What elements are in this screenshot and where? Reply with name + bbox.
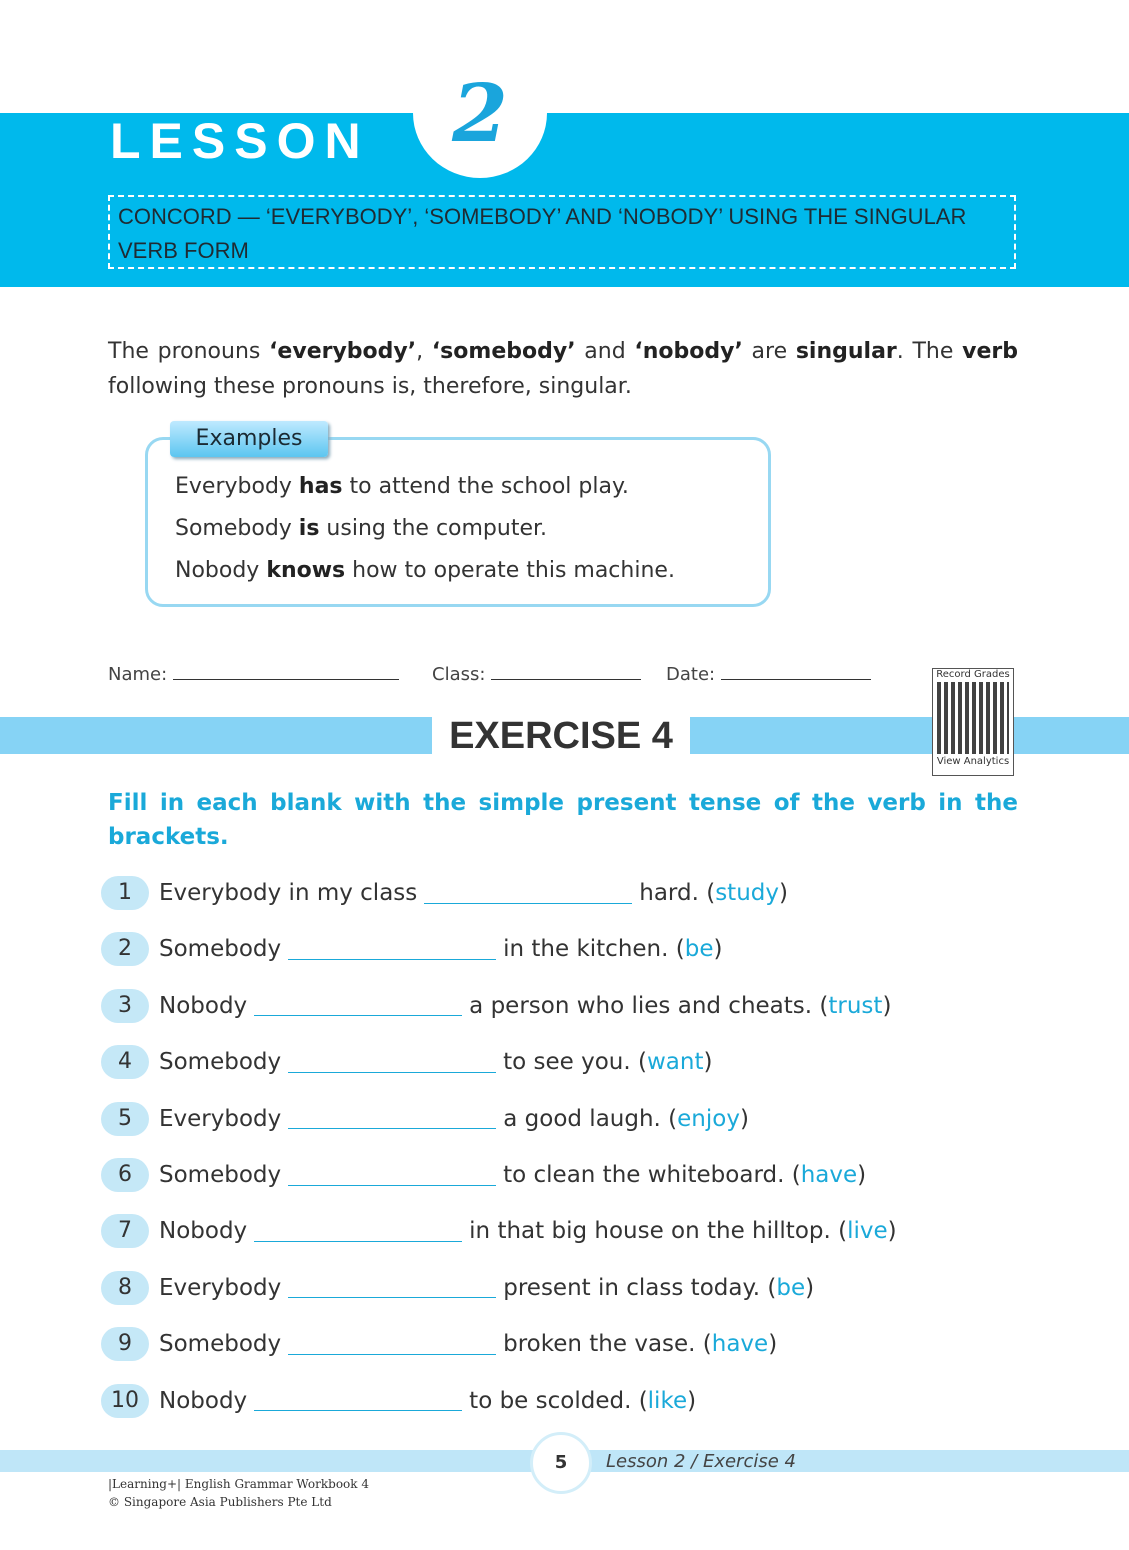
answer-blank[interactable] [288, 939, 496, 960]
exercise-item [101, 1268, 814, 1308]
class-label: Class: [432, 664, 486, 685]
close-bracket: ) [857, 1162, 867, 1188]
answer-blank[interactable] [424, 883, 632, 904]
item-suffix: broken the vase. ( [503, 1331, 712, 1358]
exercise-item [101, 1099, 749, 1139]
exercise-item [101, 986, 891, 1026]
exercise-item [101, 1381, 696, 1421]
answer-blank[interactable] [288, 1277, 496, 1298]
close-bracket: ) [703, 1049, 713, 1076]
book-title: |Learning+| English Grammar Workbook 4 [108, 1477, 369, 1491]
answer-blank[interactable] [288, 1165, 496, 1186]
examples-label: Examples [170, 421, 328, 457]
answer-blank[interactable] [288, 1108, 496, 1129]
intro-text: . The [896, 339, 963, 364]
intro-text: , [416, 339, 432, 364]
item-suffix: present in class today. ( [503, 1274, 777, 1301]
exercise-item [101, 1324, 777, 1364]
item-number: 4 [101, 1045, 149, 1079]
lesson-number: 2 [452, 66, 508, 160]
item-number: 9 [101, 1327, 149, 1361]
class-field[interactable] [432, 664, 641, 685]
intro-text: ‘nobody’ [634, 339, 743, 364]
close-bracket: ) [687, 1387, 697, 1414]
item-number: 6 [101, 1158, 149, 1192]
item-verb: like [647, 1387, 688, 1414]
lesson-heading: LESSON [110, 113, 370, 169]
item-prefix: Somebody [159, 1162, 282, 1188]
item-number: 2 [101, 932, 149, 966]
answer-blank[interactable] [254, 1221, 462, 1242]
item-prefix: Nobody [159, 992, 248, 1019]
item-verb: be [684, 936, 714, 963]
qr-top-label: Record Grades [936, 669, 1010, 680]
date-field[interactable] [666, 664, 871, 685]
example-bold: knows [266, 558, 346, 583]
exercise-title: EXERCISE 4 [432, 712, 690, 760]
example-sentence [175, 558, 675, 583]
close-bracket: ) [805, 1274, 815, 1301]
item-prefix: Somebody [159, 1049, 282, 1076]
qr-code[interactable] [932, 668, 1014, 776]
close-bracket: ) [778, 880, 788, 906]
answer-blank[interactable] [254, 995, 462, 1016]
example-bold: is [298, 516, 320, 541]
item-verb: study [715, 880, 779, 906]
item-suffix: in that big house on the hilltop. ( [469, 1218, 848, 1245]
item-suffix: in the kitchen. ( [503, 936, 685, 963]
intro-paragraph [108, 334, 1018, 404]
intro-text: and [575, 339, 635, 364]
item-suffix: to be scolded. ( [469, 1387, 648, 1414]
item-verb: enjoy [677, 1105, 740, 1132]
name-field[interactable] [108, 664, 399, 685]
name-label: Name: [108, 664, 168, 685]
item-number: 3 [101, 989, 149, 1023]
answer-blank[interactable] [254, 1390, 462, 1411]
copyright: © Singapore Asia Publishers Pte Ltd [108, 1495, 332, 1509]
item-number: 7 [101, 1214, 149, 1248]
answer-blank[interactable] [288, 1334, 496, 1355]
item-prefix: Everybody [159, 1105, 282, 1132]
item-verb: want [646, 1049, 704, 1076]
exercise-item [101, 1155, 866, 1195]
item-prefix: Somebody [159, 1331, 282, 1358]
example-sentence [175, 474, 629, 499]
page-number: 5 [530, 1432, 592, 1494]
item-prefix: Everybody in my class [159, 880, 418, 906]
example-after: using the computer. [319, 516, 548, 541]
exercise-item [101, 929, 722, 969]
qr-bottom-label: View Analytics [936, 756, 1010, 767]
item-verb: be [776, 1274, 806, 1301]
date-label: Date: [666, 664, 716, 685]
qr-code-icon [937, 682, 1009, 754]
item-suffix: to clean the whiteboard. ( [503, 1162, 801, 1188]
close-bracket: ) [739, 1105, 749, 1132]
intro-text: The pronouns [108, 339, 270, 364]
example-bold: has [298, 474, 343, 499]
item-suffix: hard. ( [639, 880, 716, 906]
item-prefix: Somebody [159, 936, 282, 963]
exercise-item [101, 1211, 897, 1251]
example-before: Nobody [175, 558, 267, 583]
item-verb: have [711, 1331, 769, 1358]
example-after: how to operate this machine. [345, 558, 675, 583]
item-number: 10 [101, 1384, 149, 1418]
intro-text: following these pronouns is, therefore, singular. [108, 374, 632, 399]
close-bracket: ) [882, 992, 892, 1019]
intro-text: verb [962, 339, 1018, 364]
example-after: to attend the school play. [342, 474, 629, 499]
footer-label: Lesson 2 / Exercise 4 [606, 1451, 796, 1472]
example-before: Somebody [175, 516, 299, 541]
close-bracket: ) [887, 1218, 897, 1245]
exercise-item [101, 1042, 712, 1082]
example-before: Everybody [175, 474, 299, 499]
item-verb: trust [828, 992, 883, 1019]
exercise-instruction: Fill in each blank with the simple present tense of the verb in the brackets. [108, 790, 1018, 850]
item-prefix: Nobody [159, 1218, 248, 1245]
example-sentence [175, 516, 547, 541]
item-verb: have [800, 1162, 858, 1188]
item-suffix: a good laugh. ( [503, 1105, 678, 1132]
item-number: 1 [101, 876, 149, 910]
close-bracket: ) [768, 1331, 778, 1358]
close-bracket: ) [713, 936, 723, 963]
intro-text: singular [795, 339, 897, 364]
answer-blank[interactable] [288, 1052, 496, 1073]
item-suffix: a person who lies and cheats. ( [469, 992, 829, 1019]
item-prefix: Everybody [159, 1274, 282, 1301]
item-suffix: to see you. ( [503, 1049, 647, 1076]
intro-text: ‘somebody’ [431, 339, 576, 364]
item-prefix: Nobody [159, 1387, 248, 1414]
exercise-item [101, 873, 788, 913]
item-number: 5 [101, 1102, 149, 1136]
intro-text: are [742, 339, 796, 364]
lesson-topic: CONCORD — ‘EVERYBODY’, ‘SOMEBODY’ AND ‘NOBODY’ USING THE SINGULAR VERB FORM [118, 204, 967, 263]
intro-text: ‘everybody’ [269, 339, 417, 364]
item-number: 8 [101, 1271, 149, 1305]
item-verb: live [847, 1218, 888, 1245]
